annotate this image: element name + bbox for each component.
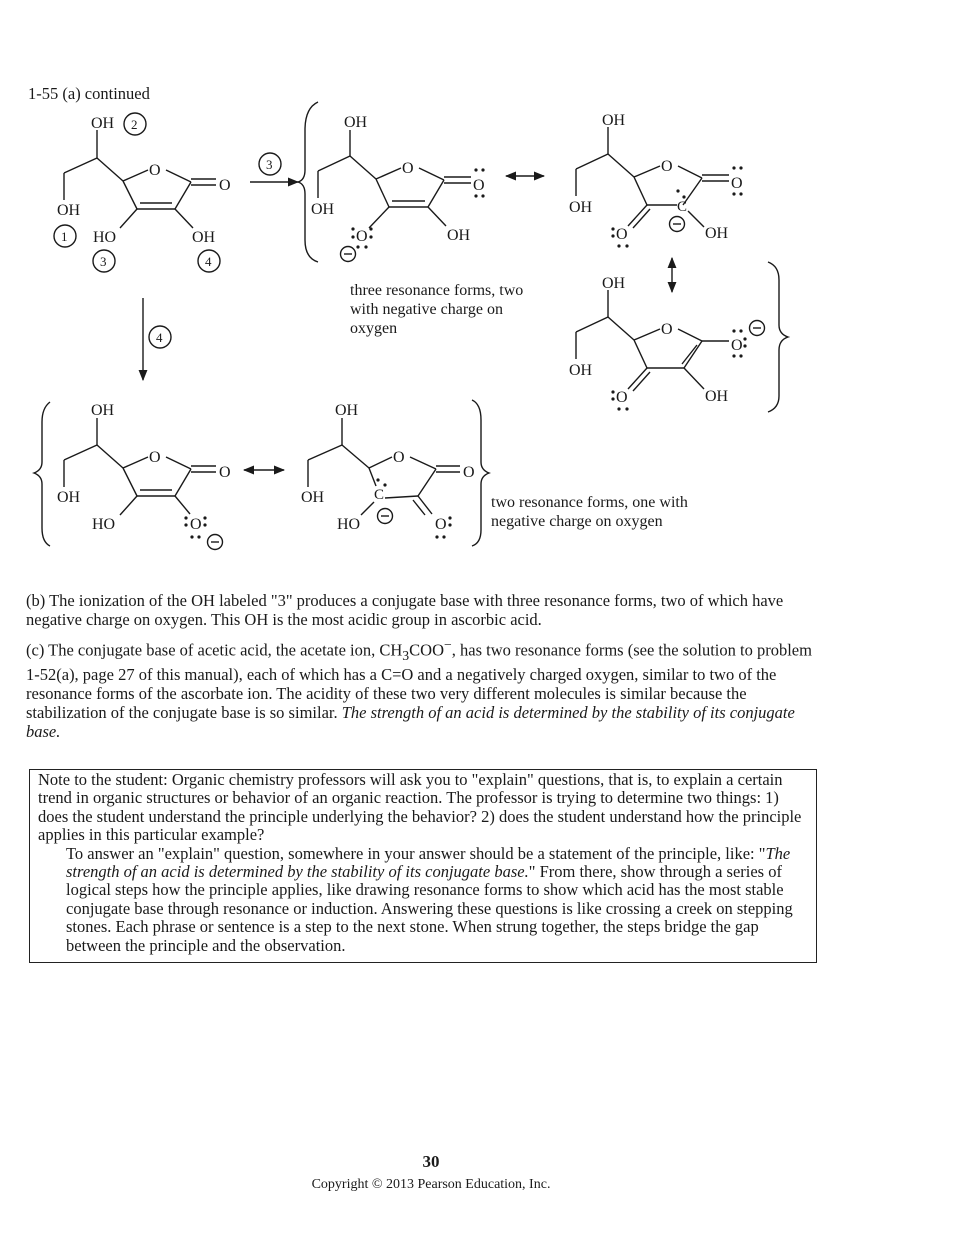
left-brace	[298, 102, 318, 262]
resonance-form-3a	[318, 130, 471, 228]
page-number: 30	[422, 1152, 440, 1171]
note-p2-end: " From there, show through a series of logical steps how the principle applies, like drawing resonance forms to show which acid has the most stable conjugate base through resonance or induction. Answering these questions is like crossing a creek on stepping stones. Each phrase or sentence is a step to the next stone. When strung together, the steps bridge the gap between the principle and the observation.	[66, 862, 793, 955]
caption-three-forms-line3: oxygen	[350, 320, 398, 337]
formula-superscript: −	[444, 637, 452, 652]
oh-label: OH	[705, 225, 729, 242]
right-brace	[768, 262, 788, 412]
carbonyl-oxygen: O	[616, 226, 628, 243]
formula-subscript: 3	[402, 647, 410, 663]
oh-label: OH	[91, 402, 115, 419]
note-paragraph-2	[38, 845, 808, 955]
negative-charge	[341, 247, 356, 262]
ring-oxygen: O	[661, 158, 673, 175]
oh-label: OH	[57, 202, 81, 219]
circled-label-2	[124, 113, 146, 135]
negative-charge	[378, 509, 393, 524]
paragraph-c-italic-conclusion: The strength of an acid is determined by the stability of its conjugate base.	[26, 702, 795, 741]
oh-label: OH	[311, 201, 335, 218]
resonance-form-4a	[64, 418, 216, 515]
caption-two-forms-line2: negative charge on oxygen	[491, 513, 663, 530]
ring-oxygen: O	[149, 449, 161, 466]
oh-label: OH	[344, 114, 368, 131]
note-p2-italic: The strength of an acid is determined by the stability of its conjugate base.	[66, 843, 791, 882]
caption-three-forms-line1: three resonance forms, two	[350, 282, 524, 299]
paragraph-c	[26, 635, 826, 741]
formula-rest: COO	[409, 640, 444, 660]
oh-label: OH	[705, 388, 729, 405]
section-heading: 1-55 (a) continued	[28, 84, 150, 103]
carbonyl-oxygen: O	[616, 389, 628, 406]
carbanion-carbon: C	[374, 487, 385, 503]
copyright-line: Copyright © 2013 Pearson Education, Inc.	[311, 1177, 551, 1192]
ring-oxygen: O	[661, 321, 673, 338]
circled-label-4	[198, 250, 220, 272]
carbonyl-oxygen: O	[473, 177, 485, 194]
circled-label-3	[93, 250, 115, 272]
caption-two-forms-line1: two resonance forms, one with	[491, 494, 688, 511]
ascorbic-acid-structure	[64, 130, 216, 228]
carbonyl-oxygen: O	[219, 177, 231, 194]
ring-oxygen: O	[393, 449, 405, 466]
paragraph-b-label: (b)	[26, 591, 46, 610]
alkoxide-oxygen: O	[356, 228, 368, 245]
alkoxide-oxygen: O	[190, 516, 202, 533]
ho-label: HO	[337, 516, 361, 533]
paragraph-c-label: (c)	[26, 640, 45, 660]
enolate-oxygen: O	[731, 337, 743, 354]
oh-label: OH	[602, 275, 626, 292]
caption-three-forms-line2: with negative charge on	[350, 301, 503, 318]
oh-label: OH	[91, 115, 115, 132]
oh-label: OH	[335, 402, 359, 419]
carbonyl-oxygen: O	[219, 464, 231, 481]
paragraph-c-text-start: The conjugate base of acetic acid, the acetate ion, CH	[48, 640, 403, 660]
carbanion-carbon: C	[677, 199, 688, 215]
oh-label: OH	[301, 489, 325, 506]
resonance-form-3c	[576, 290, 729, 391]
note-paragraph-1: Note to the student: Organic chemistry professors will ask you to "explain" questions, that is, to explain a certain trend in organic structures or behavior of an organic reaction. The professor is trying to determine two things: 1) does the student understand the principle underlying the behavior? 2) does the student understand how the principle applies in this particular example?	[38, 770, 802, 845]
oh-label: OH	[569, 362, 593, 379]
svg-text:1: 1	[61, 229, 68, 244]
svg-text:4: 4	[205, 254, 212, 269]
ring-oxygen: O	[402, 160, 414, 177]
circled-path-label-3	[259, 153, 281, 175]
negative-charge	[670, 217, 685, 232]
circled-path-label-4	[149, 326, 171, 348]
paragraph-b	[26, 591, 826, 629]
ho-label: HO	[93, 229, 117, 246]
negative-charge	[750, 321, 765, 336]
oh-label: OH	[569, 199, 593, 216]
negative-charge	[208, 535, 223, 550]
ho-label: HO	[92, 516, 116, 533]
note-to-student-box	[29, 769, 817, 963]
svg-text:3: 3	[266, 157, 273, 172]
svg-text:4: 4	[156, 330, 163, 345]
resonance-form-3b	[576, 127, 729, 228]
svg-text:2: 2	[131, 117, 138, 132]
oh-label: OH	[447, 227, 471, 244]
carbonyl-oxygen: O	[463, 464, 475, 481]
oh-label: OH	[602, 112, 626, 129]
carbonyl-oxygen: O	[435, 516, 447, 533]
resonance-scheme-diagram	[0, 0, 980, 580]
oh-label: OH	[192, 229, 216, 246]
circled-label-1	[54, 225, 76, 247]
note-p2-start: To answer an "explain" question, somewhere in your answer should be a statement of the principle, like: "	[66, 843, 766, 863]
paragraph-b-text: The ionization of the OH labeled "3" produces a conjugate base with three resonance forms, two of which have negative charge on oxygen. This OH is the most acidic group in ascorbic acid.	[26, 591, 784, 629]
paragraph-c-text-end: , has two resonance forms (see the solution to problem 1-52(a), page 27 of this manual), each of which has a C=O and a negatively charged oxygen, similar to two of the resonance forms of the ascorbate ion. The acidity of these two very different molecules is similar because the stabilization of the conjugate base is so similar.	[26, 640, 812, 722]
carbonyl-oxygen: O	[731, 175, 743, 192]
left-brace	[34, 402, 50, 546]
ring-oxygen: O	[149, 162, 161, 179]
svg-text:3: 3	[100, 254, 107, 269]
oh-label: OH	[57, 489, 81, 506]
